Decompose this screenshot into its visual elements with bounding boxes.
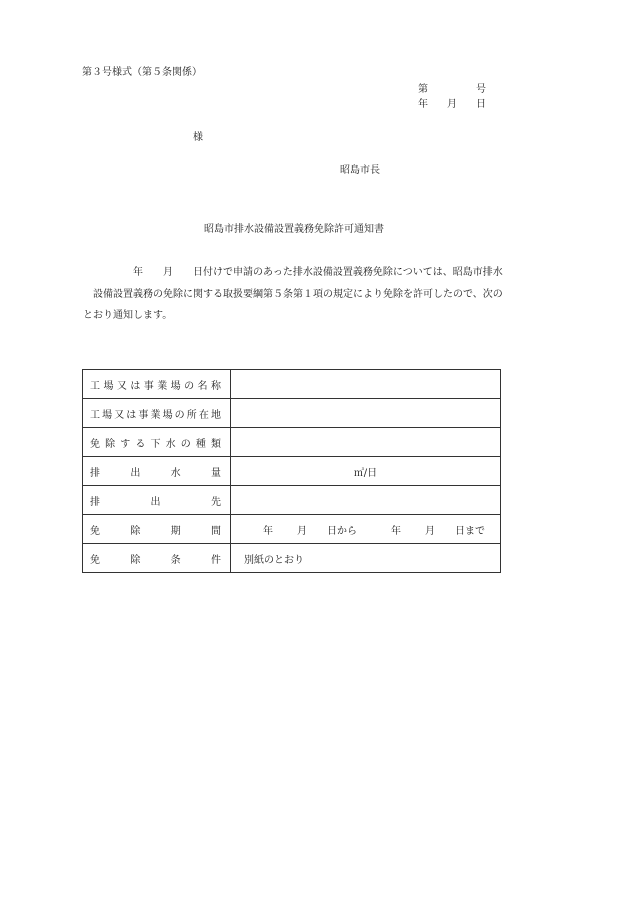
label-char: の [180, 438, 191, 450]
label-char: 場 [102, 409, 113, 421]
label-char: 地 [210, 409, 221, 421]
label-char: 排 [90, 467, 100, 479]
body-month: 月 [163, 267, 173, 278]
discharge-volume-value [231, 457, 501, 486]
table-row [83, 457, 501, 486]
facility-address-value [231, 399, 501, 428]
details-table [82, 369, 501, 573]
period-to-month: 月 [425, 525, 435, 537]
label-char: 免 [90, 554, 100, 566]
label-char: 場 [162, 409, 173, 421]
label-char: 除 [105, 438, 116, 450]
period-fields [231, 522, 500, 537]
label-char: る [135, 438, 146, 450]
row-label-facility-address [83, 399, 231, 428]
document-number [418, 85, 486, 95]
date-month: 月 [447, 99, 457, 110]
label-char: 除 [130, 525, 141, 537]
row-label-exemption-period [83, 515, 231, 544]
label-char: 所 [186, 409, 197, 421]
label-char: 又 [114, 409, 125, 421]
body-line-2: 設備設置義務の免除に関する取扱要綱第５条第１項の規定により免除を許可したので、次の [93, 288, 503, 300]
label-char: 工 [90, 409, 100, 421]
label-char: 免 [90, 438, 100, 450]
label-char: 名 [197, 380, 208, 392]
table-row [83, 370, 501, 399]
period-from-year: 年 [263, 525, 273, 537]
form-number: 第３号様式（第５条関係） [82, 67, 202, 78]
label-char: の [184, 380, 195, 392]
period-from-day: 日から [327, 525, 357, 537]
label-text [90, 406, 221, 421]
table-row [83, 486, 501, 515]
label-char: 事 [143, 380, 154, 392]
addressee-suffix: 様 [193, 132, 203, 143]
label-char: 期 [170, 525, 181, 537]
table-row [83, 544, 501, 573]
label-char: 出 [130, 467, 141, 479]
table-row [83, 399, 501, 428]
volume-unit: ㎥/日 [353, 467, 378, 479]
body-line-1-text: 日付けで申請のあった排水設備設置義務免除については、昭島市排水 [193, 267, 503, 278]
issue-date [418, 100, 486, 110]
row-label-discharge-volume [83, 457, 231, 486]
period-to-day: 日まで [455, 525, 485, 537]
label-char: 排 [90, 496, 100, 508]
label-char: 業 [157, 380, 168, 392]
period-from-month: 月 [297, 525, 307, 537]
row-label-facility-name [83, 370, 231, 399]
label-text [90, 551, 221, 566]
label-char: 下 [150, 438, 161, 450]
label-char: 場 [103, 380, 114, 392]
issuer-name: 昭島市長 [340, 165, 380, 176]
label-char: 又 [116, 380, 127, 392]
row-label-discharge-destination [83, 486, 231, 515]
label-char: 種 [195, 438, 206, 450]
row-label-sewage-type [83, 428, 231, 457]
doc-number-suffix: 号 [476, 84, 486, 95]
label-char: は [126, 409, 137, 421]
exemption-period-value [231, 515, 501, 544]
label-char: 在 [198, 409, 209, 421]
label-text [90, 377, 221, 392]
label-char: 水 [165, 438, 176, 450]
label-char: 量 [210, 467, 221, 479]
label-text [90, 435, 221, 450]
body-line-3: とおり通知します。 [83, 310, 173, 321]
date-year: 年 [418, 99, 428, 110]
label-char: 場 [170, 380, 181, 392]
body-year: 年 [133, 267, 143, 278]
label-char: 免 [90, 525, 100, 537]
label-char: 水 [170, 467, 181, 479]
row-label-exemption-conditions [83, 544, 231, 573]
label-char: の [174, 409, 185, 421]
period-to-year: 年 [391, 525, 401, 537]
label-char: 間 [210, 525, 221, 537]
label-text [90, 522, 221, 537]
label-char: 除 [130, 554, 141, 566]
doc-number-prefix: 第 [418, 84, 428, 95]
sewage-type-value [231, 428, 501, 457]
label-char: 件 [210, 554, 221, 566]
label-char: 事 [138, 409, 149, 421]
label-char: は [130, 380, 141, 392]
label-char: 称 [210, 380, 221, 392]
label-char: す [120, 438, 131, 450]
label-char: 出 [150, 496, 161, 508]
label-char: 類 [211, 438, 221, 450]
date-day: 日 [476, 99, 486, 110]
facility-name-value [231, 370, 501, 399]
label-char: 先 [211, 496, 221, 508]
discharge-destination-value [231, 486, 501, 515]
document-title: 昭島市排水設備設置義務免除許可通知書 [204, 224, 384, 235]
exemption-conditions-value: 別紙のとおり [231, 544, 501, 573]
label-char: 条 [170, 554, 181, 566]
label-text [90, 493, 221, 508]
body-paragraph [83, 262, 503, 327]
label-char: 業 [150, 409, 161, 421]
label-char: 工 [90, 380, 100, 392]
table-row [83, 428, 501, 457]
table-row [83, 515, 501, 544]
label-text [90, 464, 221, 479]
body-line-1 [83, 262, 503, 284]
